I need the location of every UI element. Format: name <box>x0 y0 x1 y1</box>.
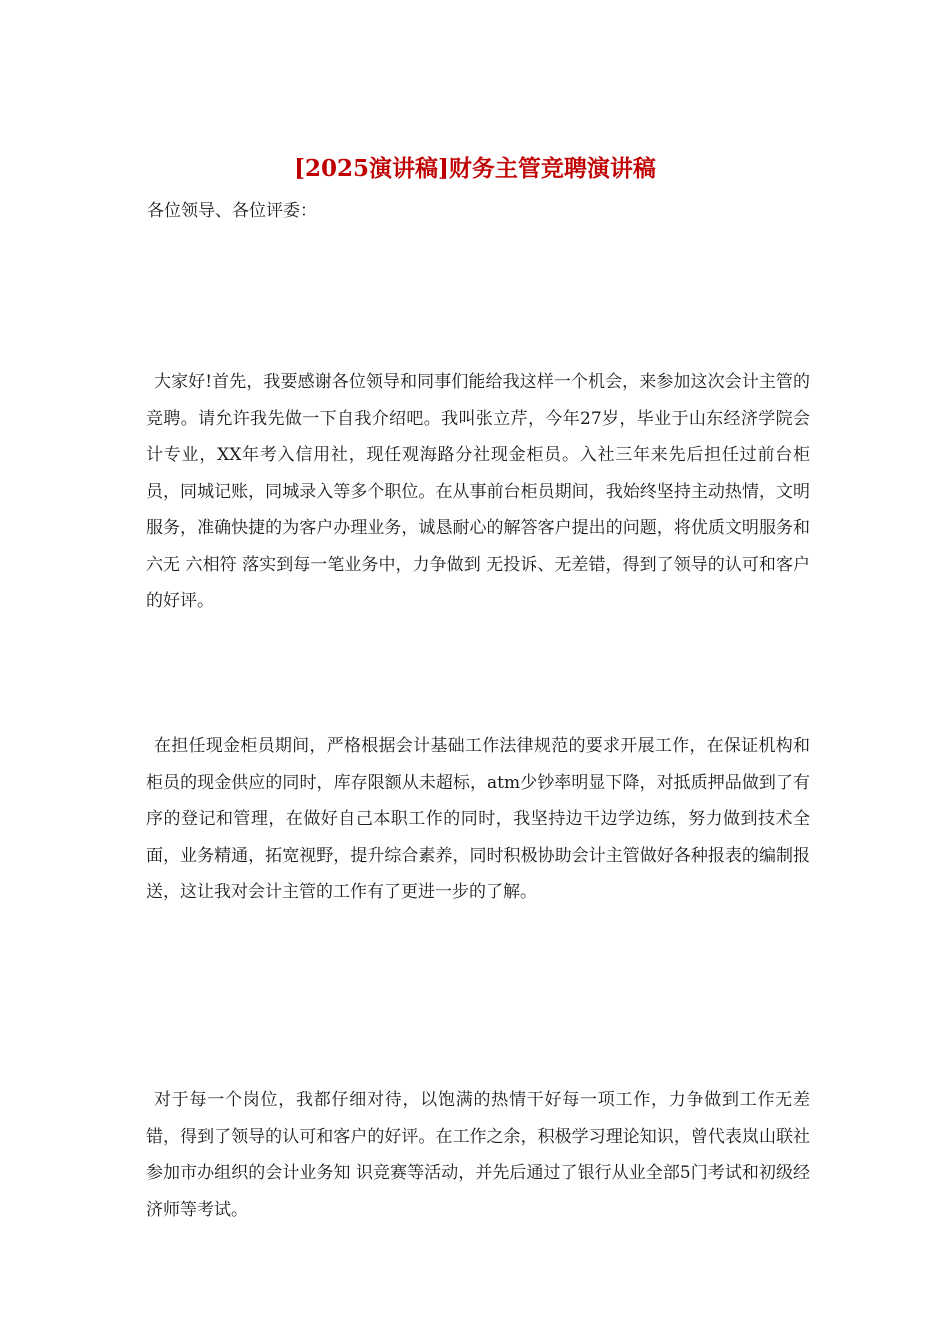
paragraph-1: 大家好!首先，我要感谢各位领导和同事们能给我这样一个机会，来参加这次会计主管的竞聘。请允许我先做一下自我介绍吧。我叫张立芹，今年27岁，毕业于山东经济学院会计专业，XX年考入信用社，现任观海路分社现金柜员。入社三年来先后担任过前台柜员，同城记账，同城录入等多个职位。在从事前台柜员期间，我始终坚持主动热情，文明服务，准确快捷的为客户办理业务，诚恳耐心的解答客户提出的问题，将优质文明服务和 六无 六相符 落实到每一笔业务中，力争做到 无投诉、无差错，得到了领导的认可和客户的好评。 <box>146 372 810 611</box>
paragraph-3: 对于每一个岗位，我都仔细对待，以饱满的热情干好每一项工作，力争做到工作无差错，得到了领导的认可和客户的好评。在工作之余，积极学习理论知识，曾代表岚山联社参加市办组织的会计业务知 识竞赛等活动，并先后通过了银行从业全部5门考试和初级经济师等考试。 <box>146 1090 810 1220</box>
paragraph-2: 在担任现金柜员期间，严格根据会计基础工作法律规范的要求开展工作，在保证机构和柜员的现金供应的同时，库存限额从未超标，atm少钞率明显下降，对抵质押品做到了有序的登记和管理，在做好自己本职工作的同时，我坚持边干边学边练，努力做到技术全面，业务精通，拓宽视野，提升综合素养，同时积极协助会计主管做好各种报表的编制报送，这让我对会计主管的工作有了更进一步的了解。 <box>146 736 810 902</box>
document-title: [2025演讲稿]财务主管竞聘演讲稿 <box>294 155 656 182</box>
salutation: 各位领导、各位评委： <box>147 201 317 221</box>
